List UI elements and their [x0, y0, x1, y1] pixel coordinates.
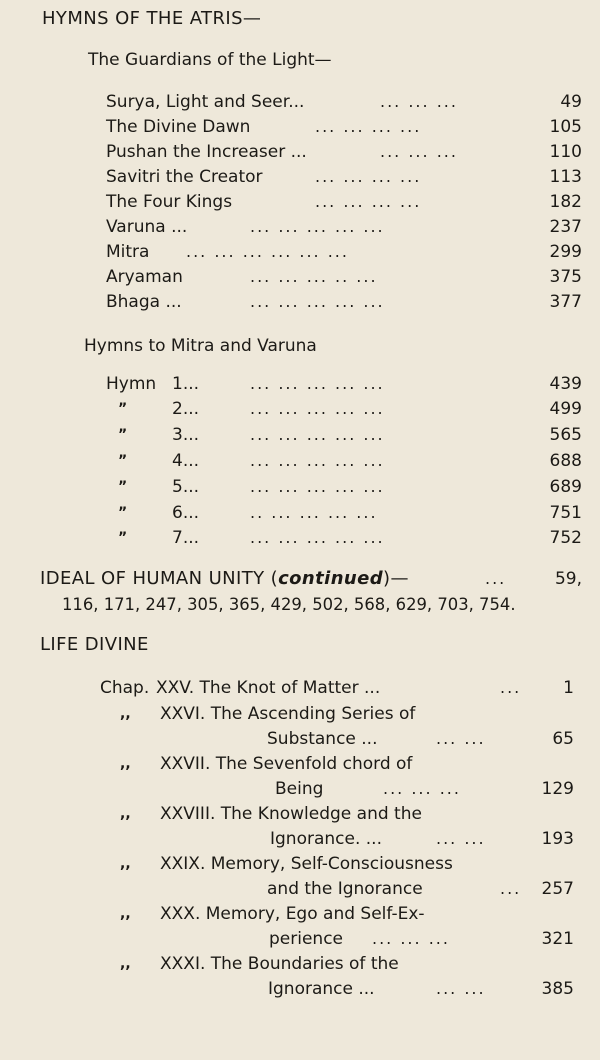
- toc-page-number: 257: [541, 879, 574, 899]
- toc-leaders: ... ... ...: [383, 779, 461, 798]
- chapter-title-cont: Ignorance ...: [268, 979, 375, 999]
- toc-page-number: 1: [563, 678, 574, 698]
- toc-page-number: 193: [541, 829, 574, 849]
- ideal-title: IDEAL OF HUMAN UNITY (: [40, 568, 279, 589]
- toc-entry-title: 3...: [172, 425, 200, 445]
- subheading-mitra-varuna: Hymns to Mitra and Varuna: [84, 336, 317, 356]
- chapter-title: XXV. The Knot of Matter ...: [156, 678, 381, 698]
- chapter-title: XXVI. The Ascending Series of: [160, 704, 416, 724]
- chapter-title: XXX. Memory, Ego and Self-Ex-: [160, 904, 425, 924]
- toc-entry-title: The Four Kings: [106, 192, 233, 212]
- toc-leaders: ... ... ... ... ...: [250, 217, 385, 236]
- toc-page-number: 689: [549, 477, 582, 497]
- chapter-title-cont: perience: [269, 929, 344, 949]
- toc-leaders: ... ... ... ... ...: [250, 528, 385, 547]
- toc-leaders: ... ... ... ... ...: [250, 477, 385, 496]
- toc-leaders: ... ... ... ... ... ...: [186, 242, 349, 261]
- toc-leaders: ...: [500, 879, 522, 898]
- toc-page-number: 385: [541, 979, 574, 999]
- toc-leaders: ... ... ... ... ...: [250, 451, 385, 470]
- ideal-page-list: 116, 171, 247, 305, 365, 429, 502, 568, 629, 703, 754.: [62, 595, 516, 614]
- section-heading-life-divine: LIFE DIVINE: [40, 634, 149, 655]
- chapter-title: XXVIII. The Knowledge and the: [160, 804, 422, 824]
- toc-leaders: .. ... ... ... ...: [250, 503, 378, 522]
- chapter-marker: Chap.: [100, 678, 150, 698]
- ditto-mark: ”: [118, 479, 128, 495]
- chapter-title-cont: Substance ...: [267, 729, 378, 749]
- section-heading-ideal-of-human-unity: [40, 568, 409, 590]
- toc-page-number: 65: [552, 729, 574, 749]
- toc-leaders: ... ... ... ... ...: [250, 425, 385, 444]
- toc-page-number: 688: [549, 451, 582, 471]
- chapter-title-cont: and the Ignorance: [267, 879, 423, 899]
- toc-leaders: ... ... ...: [380, 142, 458, 161]
- ditto-mark: ”: [118, 505, 128, 521]
- toc-entry-title: Savitri the Creator: [106, 167, 263, 187]
- toc-page-number: 375: [549, 267, 582, 287]
- chapter-title-cont: Being: [275, 779, 324, 799]
- toc-page-number: 751: [549, 503, 582, 523]
- toc-leaders: ... ... ... ... ...: [250, 292, 385, 311]
- toc-leaders: ... ...: [436, 729, 486, 748]
- toc-leaders: ... ... ...: [372, 929, 450, 948]
- ditto-mark: ”: [118, 427, 128, 443]
- toc-page-number: 110: [549, 142, 582, 162]
- toc-entry-title: 7...: [172, 528, 200, 548]
- ideal-suffix: )—: [383, 568, 409, 589]
- toc-page-number: 321: [541, 929, 574, 949]
- toc-page-number: 439: [549, 374, 582, 394]
- toc-leaders: ... ... ... ... ...: [250, 374, 385, 393]
- toc-page-number: 59,: [554, 569, 582, 589]
- ditto-mark: ”: [118, 453, 128, 469]
- chapter-title: XXIX. Memory, Self-Consciousness: [160, 854, 453, 874]
- ideal-continued: continued: [278, 568, 384, 589]
- toc-page-number: 237: [549, 217, 582, 237]
- toc-leaders: ... ... ...: [380, 92, 458, 111]
- toc-page-number: 565: [549, 425, 582, 445]
- toc-page-number: 377: [549, 292, 582, 312]
- toc-leaders: ... ... ... ...: [315, 167, 422, 186]
- toc-leaders: ... ... ... ... ...: [250, 399, 385, 418]
- toc-entry-title: Bhaga ...: [106, 292, 182, 312]
- toc-entry-title: The Divine Dawn: [106, 117, 251, 137]
- toc-page-number: 129: [541, 779, 574, 799]
- toc-entry-title: 2...: [172, 399, 200, 419]
- toc-page-number: 499: [549, 399, 582, 419]
- toc-entry-title: 5...: [172, 477, 200, 497]
- hymn-marker: Hymn: [106, 374, 157, 394]
- ditto-mark: ,,: [120, 756, 131, 772]
- chapter-title: XXXI. The Boundaries of the: [160, 954, 399, 974]
- toc-leaders: ... ... ... .. ...: [250, 267, 378, 286]
- toc-page-number: 113: [549, 167, 582, 187]
- chapter-title: XXVII. The Sevenfold chord of: [160, 754, 413, 774]
- toc-entry-title: 4...: [172, 451, 200, 471]
- toc-leaders: ... ... ... ...: [315, 192, 422, 211]
- toc-page-number: 49: [560, 92, 582, 112]
- ditto-mark: ,,: [120, 806, 131, 822]
- ditto-mark: ,,: [120, 706, 131, 722]
- toc-entry-title: Surya, Light and Seer...: [106, 92, 305, 112]
- toc-entry-title: 6...: [172, 503, 200, 523]
- toc-page-number: 105: [549, 117, 582, 137]
- ditto-mark: ”: [118, 530, 128, 546]
- toc-entry-title: Mitra: [106, 242, 150, 262]
- toc-leaders: ...: [500, 678, 522, 697]
- toc-page-number: 752: [549, 528, 582, 548]
- toc-entry-title: Varuna ...: [106, 217, 188, 237]
- toc-entry-title: Pushan the Increaser ...: [106, 142, 307, 162]
- toc-page-number: 182: [549, 192, 582, 212]
- section-heading-hymns-of-the-atris: HYMNS OF THE ATRIS—: [42, 8, 262, 29]
- toc-leaders: ... ... ... ...: [315, 117, 422, 136]
- subheading-guardians: The Guardians of the Light—: [88, 50, 332, 70]
- toc-leaders: ... ...: [436, 979, 486, 998]
- ditto-mark: ,,: [120, 956, 131, 972]
- ditto-mark: ”: [118, 401, 128, 417]
- toc-leaders: ... ...: [436, 829, 486, 848]
- toc-entry-title: Aryaman: [106, 267, 183, 287]
- chapter-title-cont: Ignorance. ...: [270, 829, 382, 849]
- ditto-mark: ,,: [120, 906, 131, 922]
- toc-entry-title: 1...: [172, 374, 200, 394]
- toc-leaders: ...: [485, 569, 507, 588]
- ditto-mark: ,,: [120, 856, 131, 872]
- toc-page-number: 299: [549, 242, 582, 262]
